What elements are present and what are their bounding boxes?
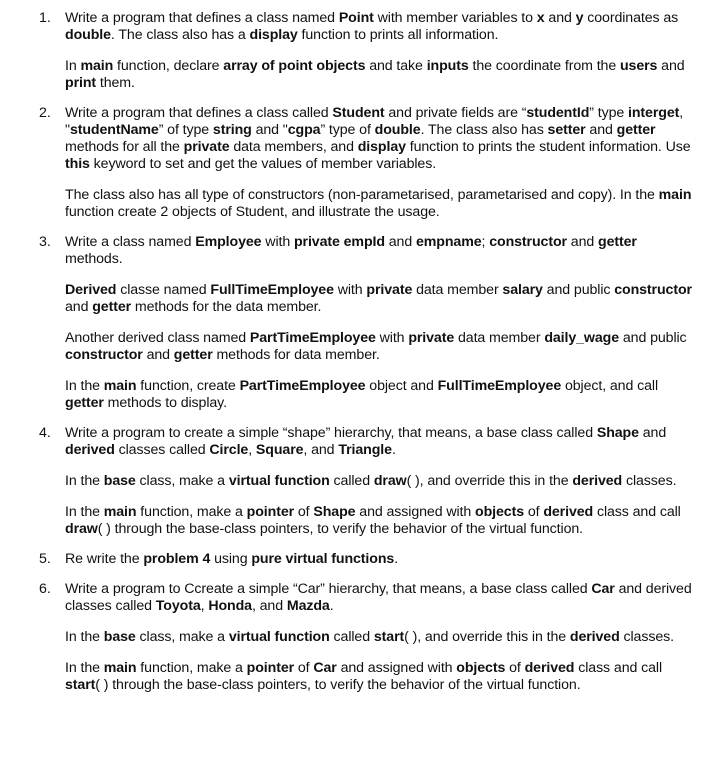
problem-number: 4.	[39, 425, 51, 441]
bold-term: derived	[524, 660, 575, 676]
text-run: The class also has all type of constructors (non-parametarised, parametarised and copy). In the	[65, 187, 659, 203]
bold-term: draw	[65, 521, 98, 537]
bold-term: Employee	[195, 234, 262, 250]
bold-term: empname	[415, 234, 482, 250]
bold-term: main	[103, 660, 137, 676]
bold-term: Shape	[596, 425, 639, 441]
bold-term: private	[366, 282, 413, 298]
text-run: . The class also has	[420, 122, 548, 138]
problem-paragraph	[65, 187, 692, 221]
text-run: .	[394, 551, 399, 567]
bold-term: string	[212, 122, 252, 138]
problem-number: 3.	[39, 234, 51, 250]
bold-term: private	[183, 139, 230, 155]
text-run: keyword to set and get the values of member variables.	[89, 156, 437, 172]
problem-paragraph	[65, 504, 692, 538]
text-run: ;	[481, 234, 490, 250]
text-run: .	[391, 442, 396, 458]
bold-term: constructor	[489, 234, 567, 250]
text-run: classes.	[619, 629, 674, 645]
bold-term: getter	[92, 299, 132, 315]
problem-paragraph	[65, 660, 692, 694]
bold-term: studentName	[69, 122, 159, 138]
bold-term: objects	[475, 504, 524, 520]
text-run: class, make a	[135, 473, 229, 489]
bold-term: array of point objects	[223, 58, 366, 74]
bold-term: daily_wage	[544, 330, 620, 346]
bold-term: derived	[572, 473, 623, 489]
text-run: class and call	[574, 660, 662, 676]
bold-term: setter	[547, 122, 586, 138]
bold-term: getter	[65, 395, 104, 411]
text-run: Another derived class named	[65, 330, 250, 346]
bold-term: Car	[591, 581, 615, 597]
text-run: Write a program that defines a class called	[65, 105, 333, 121]
text-run: with	[261, 234, 294, 250]
problem-item	[39, 234, 692, 412]
text-run: ” type of	[320, 122, 375, 138]
bold-term: studentId	[526, 105, 590, 121]
text-run: function, make a	[136, 660, 247, 676]
text-run: , "	[65, 105, 684, 138]
problem-paragraph	[65, 551, 692, 568]
text-run: , and	[303, 442, 339, 458]
problem-paragraph	[65, 425, 692, 459]
problem-paragraph	[65, 330, 692, 364]
bold-term: display	[249, 27, 298, 43]
bold-term: constructor	[614, 282, 692, 298]
bold-term: Shape	[313, 504, 356, 520]
problem-item	[39, 425, 692, 538]
bold-term: getter	[616, 122, 656, 138]
text-run: function create 2 objects of Student, and illustrate the usage.	[65, 204, 440, 220]
bold-term: main	[103, 378, 137, 394]
text-run: and	[638, 425, 667, 441]
problem-number: 1.	[39, 10, 51, 26]
text-run: called	[329, 629, 374, 645]
problem-paragraph	[65, 581, 692, 615]
text-run: function to prints the student information. Use	[405, 139, 691, 155]
text-run: classes called	[114, 442, 210, 458]
bold-term: Triangle	[338, 442, 392, 458]
bold-term: x	[536, 10, 545, 26]
text-run: ( ) through the base-class pointers, to verify the behavior of the virtual function.	[95, 677, 581, 693]
bold-term: main	[80, 58, 114, 74]
bold-term: objects	[456, 660, 506, 676]
bold-term: Car	[313, 660, 337, 676]
bold-term: start	[65, 677, 96, 693]
text-run: with member variables to	[373, 10, 537, 26]
text-run: function, make a	[136, 504, 247, 520]
problem-item	[39, 581, 692, 694]
bold-term: derived	[65, 442, 115, 458]
bold-term: this	[65, 156, 90, 172]
text-run: and	[142, 347, 174, 363]
text-run: class and call	[593, 504, 681, 520]
text-run: of	[524, 504, 544, 520]
problem-paragraph	[65, 10, 692, 44]
bold-term: pure virtual functions	[251, 551, 395, 567]
bold-term: getter	[173, 347, 213, 363]
bold-term: pointer	[246, 660, 295, 676]
problem-paragraph	[65, 473, 692, 490]
text-run: and assigned with	[355, 504, 476, 520]
text-run: with	[333, 282, 367, 298]
text-run: data members, and	[229, 139, 358, 155]
text-run: the coordinate from the	[468, 58, 620, 74]
problem-paragraph	[65, 234, 692, 268]
text-run: called	[329, 473, 374, 489]
text-run: and	[65, 299, 93, 315]
text-run: object, and call	[561, 378, 658, 394]
bold-term: virtual function	[228, 629, 330, 645]
text-run: using	[210, 551, 252, 567]
problem-item	[39, 10, 692, 92]
text-run: In the	[65, 504, 104, 520]
bold-term: Square	[255, 442, 304, 458]
problem-paragraph	[65, 282, 692, 316]
text-run: of	[505, 660, 525, 676]
text-run: of	[294, 504, 314, 520]
bold-term: PartTimeEmployee	[249, 330, 376, 346]
text-run: In the	[65, 660, 104, 676]
text-run: , and	[251, 598, 287, 614]
text-run: methods.	[65, 251, 123, 267]
bold-term: Point	[338, 10, 374, 26]
text-run: ( ), and override this in the	[404, 629, 570, 645]
problem-number: 2.	[39, 105, 51, 121]
text-run: and public	[619, 330, 687, 346]
text-run: methods for the data member.	[131, 299, 322, 315]
text-run: ,	[200, 598, 209, 614]
problem-item	[39, 105, 692, 221]
text-run: methods for data member.	[212, 347, 380, 363]
text-run: ( ), and override this in the	[406, 473, 573, 489]
text-run: function to prints all information.	[297, 27, 499, 43]
bold-term: FullTimeEmployee	[437, 378, 562, 394]
bold-term: private	[408, 330, 455, 346]
bold-term: base	[103, 473, 136, 489]
text-run: ” of type	[158, 122, 213, 138]
bold-term: Student	[332, 105, 385, 121]
bold-term: draw	[373, 473, 407, 489]
text-run: ( ) through the base-class pointers, to verify the behavior of the virtual function.	[97, 521, 583, 537]
bold-term: derived	[569, 629, 620, 645]
text-run: ,	[248, 442, 256, 458]
text-run: and "	[251, 122, 288, 138]
text-run: and private fields are “	[384, 105, 527, 121]
bold-term: problem 4	[143, 551, 211, 567]
bold-term: y	[575, 10, 584, 26]
bold-term: private empId	[293, 234, 385, 250]
text-run: data member	[412, 282, 503, 298]
text-run: and	[384, 234, 416, 250]
text-run: and assigned with	[336, 660, 457, 676]
problem-paragraph	[65, 58, 692, 92]
text-run: In	[65, 58, 81, 74]
bold-term: Mazda	[286, 598, 330, 614]
text-run: ” type	[589, 105, 629, 121]
text-run: and	[585, 122, 617, 138]
bold-term: virtual function	[228, 473, 330, 489]
bold-term: FullTimeEmployee	[210, 282, 334, 298]
bold-term: print	[65, 75, 97, 91]
text-run: and derived classes called	[65, 581, 692, 614]
text-run: with	[375, 330, 409, 346]
text-run: In the	[65, 378, 104, 394]
text-run: Write a program that defines a class named	[65, 10, 339, 26]
bold-term: users	[619, 58, 658, 74]
bold-term: double	[374, 122, 421, 138]
text-run: Write a program to Ccreate a simple “Car” hierarchy, that means, a base class called	[65, 581, 592, 597]
text-run: function, declare	[113, 58, 224, 74]
text-run: classe named	[116, 282, 211, 298]
text-run: of	[294, 660, 314, 676]
text-run: function, create	[136, 378, 240, 394]
bold-term: main	[658, 187, 692, 203]
text-run: methods to display.	[103, 395, 227, 411]
text-run: and	[544, 10, 576, 26]
bold-term: cgpa	[287, 122, 321, 138]
bold-term: Derived	[65, 282, 117, 298]
problem-number: 5.	[39, 551, 51, 567]
bold-term: PartTimeEmployee	[239, 378, 366, 394]
text-run: classes.	[622, 473, 677, 489]
bold-term: constructor	[65, 347, 143, 363]
bold-term: double	[65, 27, 111, 43]
bold-term: salary	[502, 282, 543, 298]
text-run: class, make a	[135, 629, 229, 645]
text-run: Write a program to create a simple “shape” hierarchy, that means, a base class called	[65, 425, 597, 441]
bold-term: Honda	[208, 598, 252, 614]
text-run: data member	[454, 330, 545, 346]
bold-term: display	[357, 139, 406, 155]
text-run: In the	[65, 473, 104, 489]
text-run: methods for all the	[65, 139, 184, 155]
problem-number: 6.	[39, 581, 51, 597]
text-run: them.	[96, 75, 135, 91]
text-run: object and	[365, 378, 438, 394]
text-run: Re write the	[65, 551, 144, 567]
problem-paragraph	[65, 378, 692, 412]
bold-term: derived	[543, 504, 594, 520]
text-run: and	[657, 58, 685, 74]
problem-paragraph	[65, 629, 692, 646]
bold-term: base	[103, 629, 136, 645]
bold-term: start	[373, 629, 405, 645]
text-run: and take	[365, 58, 427, 74]
problem-list	[39, 10, 692, 694]
bold-term: getter	[598, 234, 637, 250]
text-run: . The class also has a	[110, 27, 250, 43]
text-run: and public	[542, 282, 615, 298]
bold-term: main	[103, 504, 137, 520]
text-run: In the	[65, 629, 104, 645]
problem-paragraph	[65, 105, 692, 173]
text-run: Write a class named	[65, 234, 196, 250]
bold-term: interget	[628, 105, 680, 121]
problem-item	[39, 551, 692, 568]
bold-term: Toyota	[155, 598, 201, 614]
bold-term: inputs	[426, 58, 469, 74]
bold-term: Circle	[209, 442, 249, 458]
text-run: and	[566, 234, 599, 250]
text-run: .	[329, 598, 334, 614]
bold-term: pointer	[246, 504, 295, 520]
text-run: coordinates as	[583, 10, 679, 26]
